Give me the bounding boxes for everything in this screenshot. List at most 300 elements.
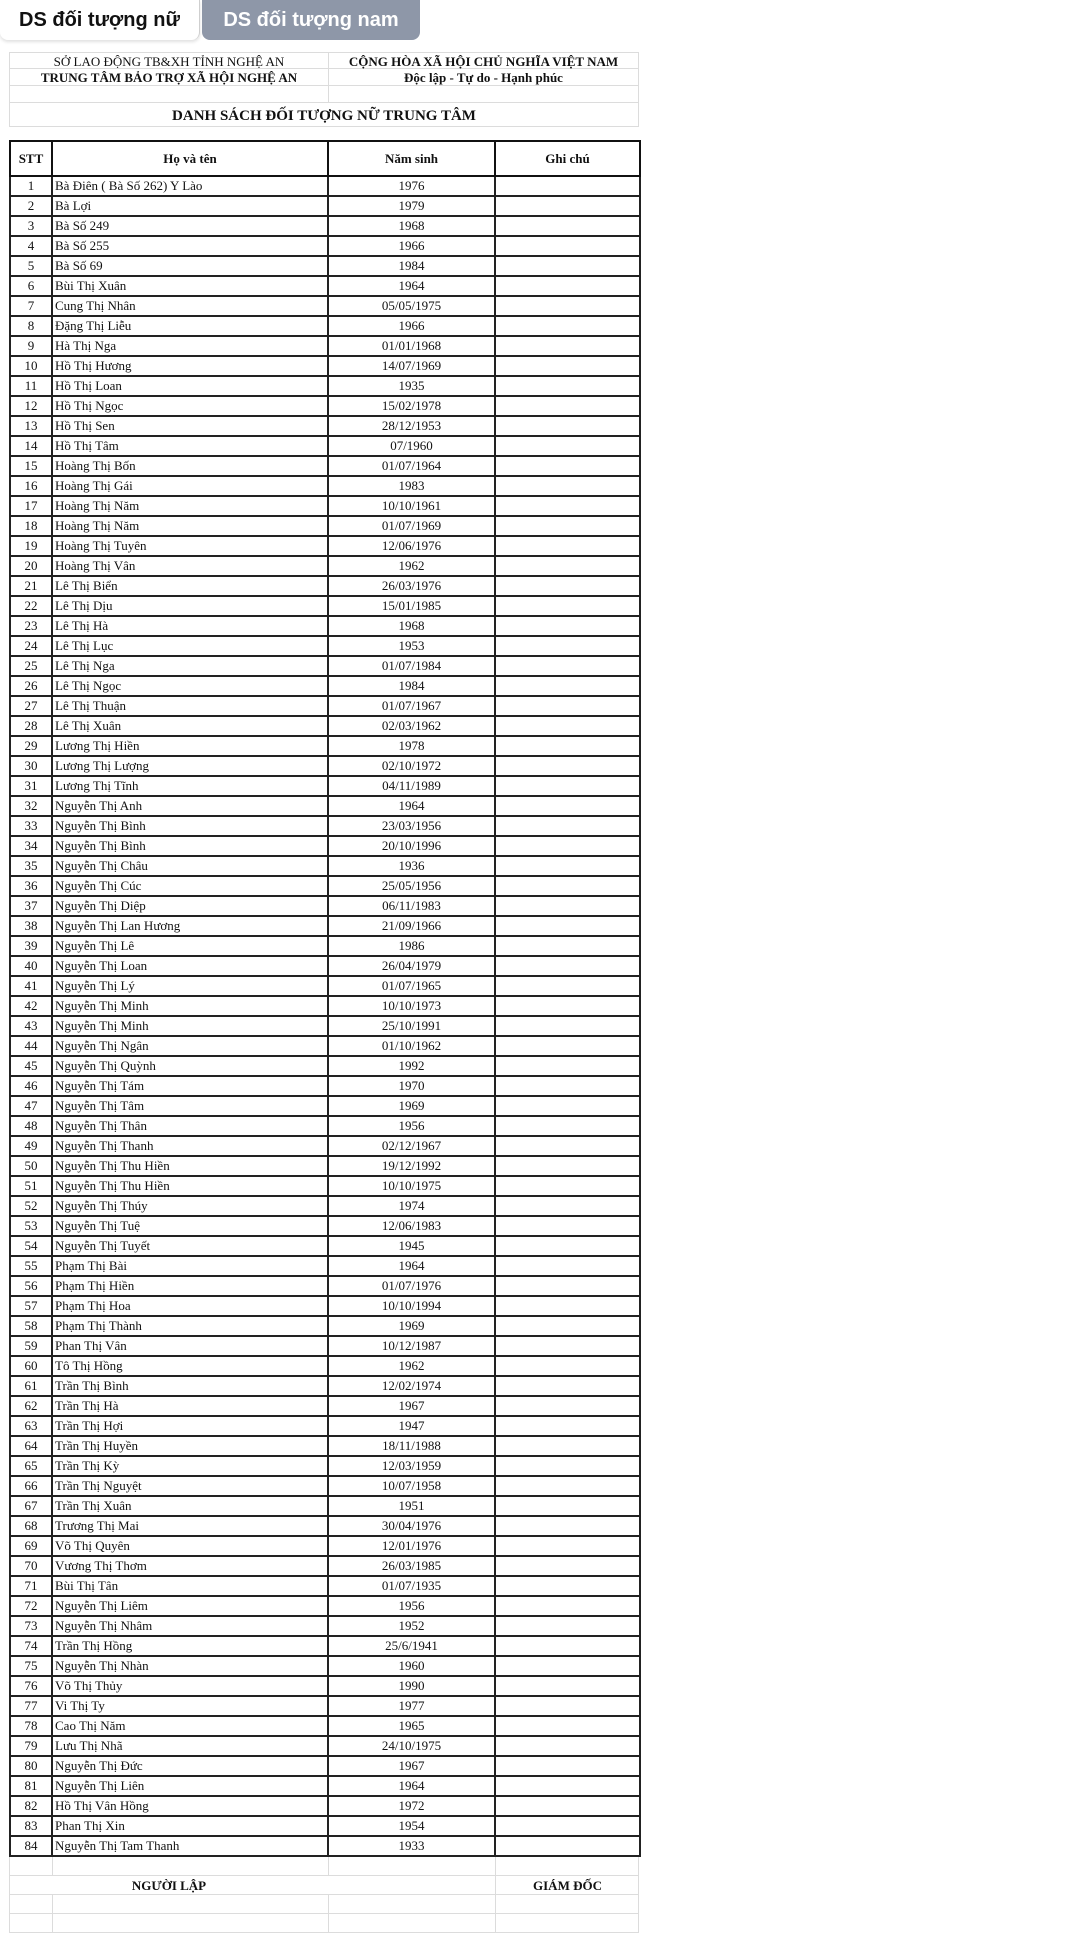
cell-notes[interactable] [495,1216,640,1236]
cell-birth-year[interactable]: 05/05/1975 [328,296,495,316]
cell-birth-year[interactable]: 25/10/1991 [328,1016,495,1036]
cell-stt[interactable]: 49 [10,1136,52,1156]
cell-stt[interactable]: 3 [10,216,52,236]
cell-name[interactable]: Nguyễn Thị Ngân [52,1036,328,1056]
cell-stt[interactable]: 84 [10,1836,52,1856]
cell-stt[interactable]: 33 [10,816,52,836]
cell-notes[interactable] [495,816,640,836]
cell-name[interactable]: Võ Thị Thủy [52,1676,328,1696]
cell-notes[interactable] [495,1016,640,1036]
cell-stt[interactable]: 64 [10,1436,52,1456]
cell-birth-year[interactable]: 1956 [328,1116,495,1136]
cell-stt[interactable]: 60 [10,1356,52,1376]
cell-name[interactable]: Nguyễn Thị Tám [52,1076,328,1096]
cell-name[interactable]: Đặng Thị Liễu [52,316,328,336]
cell-stt[interactable]: 39 [10,936,52,956]
cell-stt[interactable]: 14 [10,436,52,456]
cell-stt[interactable]: 42 [10,996,52,1016]
cell-notes[interactable] [495,976,640,996]
cell-notes[interactable] [495,1036,640,1056]
cell-notes[interactable] [495,1556,640,1576]
cell-notes[interactable] [495,1796,640,1816]
cell-notes[interactable] [495,1456,640,1476]
cell-name[interactable]: Nguyễn Thị Minh [52,996,328,1016]
cell-name[interactable]: Lương Thị Lượng [52,756,328,776]
cell-name[interactable]: Lê Thị Ngọc [52,676,328,696]
cell-name[interactable]: Nguyễn Thị Anh [52,796,328,816]
cell-stt[interactable]: 29 [10,736,52,756]
cell-name[interactable]: Nguyễn Thị Nhàn [52,1656,328,1676]
cell-birth-year[interactable]: 12/01/1976 [328,1536,495,1556]
cell-birth-year[interactable]: 26/04/1979 [328,956,495,976]
cell-birth-year[interactable]: 01/07/1976 [328,1276,495,1296]
cell-birth-year[interactable]: 12/02/1974 [328,1376,495,1396]
cell-stt[interactable]: 31 [10,776,52,796]
cell-birth-year[interactable]: 18/11/1988 [328,1436,495,1456]
cell-name[interactable]: Nguyễn Thị Bình [52,836,328,856]
cell-name[interactable]: Nguyễn Thị Tam Thanh [52,1836,328,1856]
cell-stt[interactable]: 24 [10,636,52,656]
cell-notes[interactable] [495,1616,640,1636]
cell-notes[interactable] [495,1316,640,1336]
cell-notes[interactable] [495,1236,640,1256]
cell-stt[interactable]: 7 [10,296,52,316]
cell-birth-year[interactable]: 10/10/1973 [328,996,495,1016]
cell-stt[interactable]: 55 [10,1256,52,1276]
cell-stt[interactable]: 38 [10,916,52,936]
cell-name[interactable]: Nguyễn Thị Thân [52,1116,328,1136]
cell-notes[interactable] [495,1636,640,1656]
cell-stt[interactable]: 56 [10,1276,52,1296]
cell-birth-year[interactable]: 1978 [328,736,495,756]
cell-name[interactable]: Phạm Thị Thành [52,1316,328,1336]
cell-name[interactable]: Hoàng Thị Bốn [52,456,328,476]
cell-birth-year[interactable]: 02/03/1962 [328,716,495,736]
cell-stt[interactable]: 27 [10,696,52,716]
cell-notes[interactable] [495,576,640,596]
cell-birth-year[interactable]: 01/07/1964 [328,456,495,476]
cell-name[interactable]: Nguyễn Thị Quỳnh [52,1056,328,1076]
cell-name[interactable]: Cung Thị Nhân [52,296,328,316]
cell-name[interactable]: Bà Lợi [52,196,328,216]
tab-male-list[interactable]: DS đối tượng nam [202,0,420,40]
cell-name[interactable]: Vương Thị Thơm [52,1556,328,1576]
cell-name[interactable]: Bà Số 255 [52,236,328,256]
cell-stt[interactable]: 17 [10,496,52,516]
cell-name[interactable]: Trần Thị Huyền [52,1436,328,1456]
cell-notes[interactable] [495,1596,640,1616]
cell-birth-year[interactable]: 19/12/1992 [328,1156,495,1176]
cell-notes[interactable] [495,1736,640,1756]
cell-notes[interactable] [495,1836,640,1856]
cell-birth-year[interactable]: 1952 [328,1616,495,1636]
cell-stt[interactable]: 75 [10,1656,52,1676]
cell-birth-year[interactable]: 1966 [328,316,495,336]
cell-birth-year[interactable]: 01/07/1967 [328,696,495,716]
cell-name[interactable]: Nguyễn Thị Lý [52,976,328,996]
cell-notes[interactable] [495,1376,640,1396]
cell-birth-year[interactable]: 1986 [328,936,495,956]
cell-stt[interactable]: 15 [10,456,52,476]
cell-birth-year[interactable]: 1972 [328,1796,495,1816]
cell-birth-year[interactable]: 15/02/1978 [328,396,495,416]
cell-stt[interactable]: 8 [10,316,52,336]
cell-name[interactable]: Bà Số 69 [52,256,328,276]
cell-notes[interactable] [495,396,640,416]
cell-stt[interactable]: 30 [10,756,52,776]
cell-stt[interactable]: 20 [10,556,52,576]
cell-notes[interactable] [495,676,640,696]
column-header-stt[interactable]: STT [10,141,52,176]
cell-birth-year[interactable]: 1970 [328,1076,495,1096]
cell-notes[interactable] [495,1336,640,1356]
cell-stt[interactable]: 63 [10,1416,52,1436]
cell-name[interactable]: Nguyễn Thị Tuệ [52,1216,328,1236]
cell-stt[interactable]: 68 [10,1516,52,1536]
cell-notes[interactable] [495,236,640,256]
cell-name[interactable]: Lưu Thị Nhã [52,1736,328,1756]
cell-name[interactable]: Nguyễn Thị Cúc [52,876,328,896]
cell-birth-year[interactable]: 14/07/1969 [328,356,495,376]
cell-name[interactable]: Hoàng Thị Năm [52,516,328,536]
cell-notes[interactable] [495,1676,640,1696]
cell-notes[interactable] [495,1776,640,1796]
cell-notes[interactable] [495,1076,640,1096]
cell-notes[interactable] [495,916,640,936]
cell-name[interactable]: Trần Thị Hà [52,1396,328,1416]
cell-notes[interactable] [495,1576,640,1596]
cell-notes[interactable] [495,256,640,276]
cell-notes[interactable] [495,1176,640,1196]
cell-notes[interactable] [495,1496,640,1516]
cell-notes[interactable] [495,896,640,916]
cell-birth-year[interactable]: 24/10/1975 [328,1736,495,1756]
cell-stt[interactable]: 16 [10,476,52,496]
cell-notes[interactable] [495,1516,640,1536]
tab-female-list[interactable]: DS đối tượng nữ [0,0,200,40]
cell-stt[interactable]: 66 [10,1476,52,1496]
cell-stt[interactable]: 9 [10,336,52,356]
cell-birth-year[interactable]: 1935 [328,376,495,396]
cell-notes[interactable] [495,336,640,356]
cell-name[interactable]: Trương Thị Mai [52,1516,328,1536]
cell-stt[interactable]: 53 [10,1216,52,1236]
cell-stt[interactable]: 44 [10,1036,52,1056]
cell-stt[interactable]: 41 [10,976,52,996]
cell-notes[interactable] [495,216,640,236]
cell-stt[interactable]: 67 [10,1496,52,1516]
cell-notes[interactable] [495,1056,640,1076]
cell-birth-year[interactable]: 04/11/1989 [328,776,495,796]
cell-stt[interactable]: 40 [10,956,52,976]
cell-notes[interactable] [495,776,640,796]
cell-notes[interactable] [495,496,640,516]
cell-birth-year[interactable]: 20/10/1996 [328,836,495,856]
cell-stt[interactable]: 34 [10,836,52,856]
cell-birth-year[interactable]: 01/07/1935 [328,1576,495,1596]
cell-name[interactable]: Lê Thị Hà [52,616,328,636]
cell-stt[interactable]: 1 [10,176,52,196]
cell-notes[interactable] [495,176,640,196]
cell-birth-year[interactable]: 02/12/1967 [328,1136,495,1156]
cell-notes[interactable] [495,1296,640,1316]
cell-name[interactable]: Hồ Thị Sen [52,416,328,436]
cell-stt[interactable]: 32 [10,796,52,816]
cell-notes[interactable] [495,416,640,436]
cell-stt[interactable]: 72 [10,1596,52,1616]
cell-stt[interactable]: 4 [10,236,52,256]
cell-notes[interactable] [495,736,640,756]
cell-name[interactable]: Nguyễn Thị Bình [52,816,328,836]
cell-birth-year[interactable]: 12/06/1976 [328,536,495,556]
cell-name[interactable]: Tô Thị Hồng [52,1356,328,1376]
cell-name[interactable]: Hoàng Thị Gái [52,476,328,496]
cell-stt[interactable]: 36 [10,876,52,896]
cell-name[interactable]: Trần Thị Nguyệt [52,1476,328,1496]
cell-name[interactable]: Lương Thị Tĩnh [52,776,328,796]
cell-name[interactable]: Lê Thị Thuận [52,696,328,716]
cell-notes[interactable] [495,836,640,856]
cell-notes[interactable] [495,1276,640,1296]
cell-notes[interactable] [495,476,640,496]
cell-birth-year[interactable]: 28/12/1953 [328,416,495,436]
cell-name[interactable]: Vi Thị Ty [52,1696,328,1716]
cell-birth-year[interactable]: 23/03/1956 [328,816,495,836]
cell-birth-year[interactable]: 1984 [328,676,495,696]
cell-name[interactable]: Trần Thị Xuân [52,1496,328,1516]
cell-name[interactable]: Nguyễn Thị Tâm [52,1096,328,1116]
cell-birth-year[interactable]: 1960 [328,1656,495,1676]
column-header-notes[interactable]: Ghi chú [495,141,640,176]
cell-notes[interactable] [495,1436,640,1456]
cell-notes[interactable] [495,656,640,676]
cell-birth-year[interactable]: 10/10/1994 [328,1296,495,1316]
cell-name[interactable]: Lê Thị Dịu [52,596,328,616]
cell-name[interactable]: Nguyễn Thị Đức [52,1756,328,1776]
cell-birth-year[interactable]: 26/03/1985 [328,1556,495,1576]
cell-name[interactable]: Trần Thị Hợi [52,1416,328,1436]
cell-stt[interactable]: 21 [10,576,52,596]
cell-stt[interactable]: 47 [10,1096,52,1116]
cell-name[interactable]: Lê Thị Xuân [52,716,328,736]
cell-birth-year[interactable]: 30/04/1976 [328,1516,495,1536]
cell-name[interactable]: Nguyễn Thị Nhâm [52,1616,328,1636]
cell-notes[interactable] [495,1096,640,1116]
cell-birth-year[interactable]: 1953 [328,636,495,656]
cell-stt[interactable]: 10 [10,356,52,376]
cell-birth-year[interactable]: 1933 [328,1836,495,1856]
cell-birth-year[interactable]: 1964 [328,1256,495,1276]
cell-stt[interactable]: 6 [10,276,52,296]
cell-birth-year[interactable]: 1990 [328,1676,495,1696]
cell-name[interactable]: Hoàng Thị Vân [52,556,328,576]
cell-notes[interactable] [495,596,640,616]
cell-name[interactable]: Lê Thị Lục [52,636,328,656]
cell-name[interactable]: Bà Số 249 [52,216,328,236]
cell-notes[interactable] [495,636,640,656]
cell-notes[interactable] [495,1136,640,1156]
cell-notes[interactable] [495,436,640,456]
cell-stt[interactable]: 37 [10,896,52,916]
cell-stt[interactable]: 35 [10,856,52,876]
cell-birth-year[interactable]: 10/10/1961 [328,496,495,516]
cell-name[interactable]: Bùi Thị Tân [52,1576,328,1596]
cell-stt[interactable]: 69 [10,1536,52,1556]
cell-birth-year[interactable]: 1979 [328,196,495,216]
cell-stt[interactable]: 82 [10,1796,52,1816]
cell-notes[interactable] [495,956,640,976]
cell-notes[interactable] [495,316,640,336]
cell-stt[interactable]: 52 [10,1196,52,1216]
cell-notes[interactable] [495,1696,640,1716]
cell-birth-year[interactable]: 26/03/1976 [328,576,495,596]
cell-name[interactable]: Nguyễn Thị Thanh [52,1136,328,1156]
cell-name[interactable]: Nguyễn Thị Minh [52,1016,328,1036]
cell-name[interactable]: Trần Thị Bình [52,1376,328,1396]
cell-stt[interactable]: 65 [10,1456,52,1476]
cell-birth-year[interactable]: 01/10/1962 [328,1036,495,1056]
cell-name[interactable]: Trần Thị Kỳ [52,1456,328,1476]
cell-stt[interactable]: 18 [10,516,52,536]
cell-notes[interactable] [495,756,640,776]
cell-stt[interactable]: 43 [10,1016,52,1036]
cell-birth-year[interactable]: 1976 [328,176,495,196]
cell-stt[interactable]: 70 [10,1556,52,1576]
cell-birth-year[interactable]: 02/10/1972 [328,756,495,776]
cell-birth-year[interactable]: 10/12/1987 [328,1336,495,1356]
cell-name[interactable]: Nguyễn Thị Châu [52,856,328,876]
cell-notes[interactable] [495,796,640,816]
cell-notes[interactable] [495,1196,640,1216]
cell-stt[interactable]: 81 [10,1776,52,1796]
cell-stt[interactable]: 19 [10,536,52,556]
cell-stt[interactable]: 74 [10,1636,52,1656]
cell-name[interactable]: Nguyễn Thị Lan Hương [52,916,328,936]
cell-stt[interactable]: 25 [10,656,52,676]
cell-stt[interactable]: 57 [10,1296,52,1316]
cell-birth-year[interactable]: 1964 [328,276,495,296]
cell-notes[interactable] [495,1156,640,1176]
cell-notes[interactable] [495,1756,640,1776]
cell-stt[interactable]: 5 [10,256,52,276]
cell-birth-year[interactable]: 15/01/1985 [328,596,495,616]
cell-birth-year[interactable]: 1962 [328,1356,495,1376]
cell-birth-year[interactable]: 25/6/1941 [328,1636,495,1656]
column-header-birth-year[interactable]: Năm sinh [328,141,495,176]
column-header-name[interactable]: Họ và tên [52,141,328,176]
cell-notes[interactable] [495,1816,640,1836]
cell-birth-year[interactable]: 10/07/1958 [328,1476,495,1496]
cell-stt[interactable]: 13 [10,416,52,436]
cell-notes[interactable] [495,996,640,1016]
cell-birth-year[interactable]: 1966 [328,236,495,256]
cell-name[interactable]: Nguyễn Thị Diệp [52,896,328,916]
cell-notes[interactable] [495,1356,640,1376]
cell-birth-year[interactable]: 1974 [328,1196,495,1216]
cell-name[interactable]: Lương Thị Hiền [52,736,328,756]
cell-birth-year[interactable]: 1951 [328,1496,495,1516]
cell-name[interactable]: Hồ Thị Tâm [52,436,328,456]
cell-notes[interactable] [495,1256,640,1276]
cell-name[interactable]: Hà Thị Nga [52,336,328,356]
cell-notes[interactable] [495,936,640,956]
cell-birth-year[interactable]: 21/09/1966 [328,916,495,936]
cell-name[interactable]: Võ Thị Quyên [52,1536,328,1556]
cell-name[interactable]: Phan Thị Vân [52,1336,328,1356]
cell-birth-year[interactable]: 1992 [328,1056,495,1076]
cell-notes[interactable] [495,456,640,476]
cell-stt[interactable]: 46 [10,1076,52,1096]
cell-name[interactable]: Hoàng Thị Năm [52,496,328,516]
cell-notes[interactable] [495,1116,640,1136]
cell-notes[interactable] [495,1716,640,1736]
cell-name[interactable]: Hồ Thị Loan [52,376,328,396]
cell-name[interactable]: Trần Thị Hồng [52,1636,328,1656]
cell-stt[interactable]: 77 [10,1696,52,1716]
cell-name[interactable]: Hoàng Thị Tuyên [52,536,328,556]
cell-notes[interactable] [495,1416,640,1436]
cell-birth-year[interactable]: 1969 [328,1316,495,1336]
cell-birth-year[interactable]: 1962 [328,556,495,576]
cell-notes[interactable] [495,1536,640,1556]
cell-notes[interactable] [495,356,640,376]
cell-stt[interactable]: 61 [10,1376,52,1396]
cell-birth-year[interactable]: 1945 [328,1236,495,1256]
cell-notes[interactable] [495,296,640,316]
cell-stt[interactable]: 76 [10,1676,52,1696]
cell-notes[interactable] [495,556,640,576]
cell-notes[interactable] [495,196,640,216]
cell-notes[interactable] [495,276,640,296]
cell-stt[interactable]: 71 [10,1576,52,1596]
cell-notes[interactable] [495,1476,640,1496]
cell-stt[interactable]: 78 [10,1716,52,1736]
cell-stt[interactable]: 62 [10,1396,52,1416]
cell-notes[interactable] [495,876,640,896]
cell-birth-year[interactable]: 1967 [328,1756,495,1776]
cell-birth-year[interactable]: 1967 [328,1396,495,1416]
cell-stt[interactable]: 50 [10,1156,52,1176]
cell-birth-year[interactable]: 1947 [328,1416,495,1436]
cell-birth-year[interactable]: 1983 [328,476,495,496]
cell-name[interactable]: Cao Thị Năm [52,1716,328,1736]
cell-notes[interactable] [495,1396,640,1416]
cell-stt[interactable]: 80 [10,1756,52,1776]
cell-stt[interactable]: 48 [10,1116,52,1136]
cell-birth-year[interactable]: 01/01/1968 [328,336,495,356]
cell-stt[interactable]: 45 [10,1056,52,1076]
cell-stt[interactable]: 28 [10,716,52,736]
cell-stt[interactable]: 79 [10,1736,52,1756]
cell-birth-year[interactable]: 01/07/1984 [328,656,495,676]
cell-notes[interactable] [495,616,640,636]
cell-birth-year[interactable]: 01/07/1965 [328,976,495,996]
cell-name[interactable]: Phạm Thị Bài [52,1256,328,1276]
cell-name[interactable]: Nguyễn Thị Loan [52,956,328,976]
cell-birth-year[interactable]: 25/05/1956 [328,876,495,896]
cell-stt[interactable]: 83 [10,1816,52,1836]
cell-stt[interactable]: 58 [10,1316,52,1336]
cell-birth-year[interactable]: 1954 [328,1816,495,1836]
cell-birth-year[interactable]: 1936 [328,856,495,876]
cell-name[interactable]: Lê Thị Nga [52,656,328,676]
cell-birth-year[interactable]: 12/03/1959 [328,1456,495,1476]
cell-name[interactable]: Hồ Thị Ngọc [52,396,328,416]
cell-name[interactable]: Phan Thị Xin [52,1816,328,1836]
cell-name[interactable]: Nguyễn Thị Thu Hiền [52,1156,328,1176]
cell-birth-year[interactable]: 1964 [328,1776,495,1796]
cell-name[interactable]: Phạm Thị Hiền [52,1276,328,1296]
